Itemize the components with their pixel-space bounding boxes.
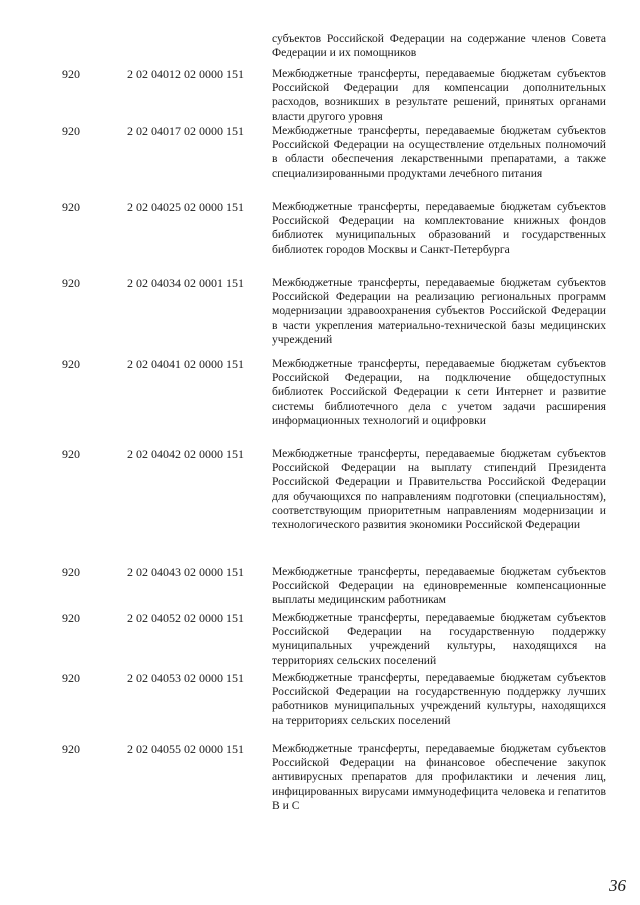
continuation-text: субъектов Российской Федерации на содержание членов Совета Федерации и их помощников (272, 32, 606, 60)
row-description: Межбюджетные трансферты, передаваемые бюджетам субъектов Российской Федерации на государственную поддержку муниципальных учреждений культуры, находящихся на территориях сельских поселений (272, 611, 606, 667)
admin-code: 920 (62, 742, 80, 756)
admin-code: 920 (62, 447, 80, 461)
budget-classification-code: 2 02 04017 02 0000 151 (127, 124, 244, 138)
budget-classification-code: 2 02 04052 02 0000 151 (127, 611, 244, 625)
admin-code: 920 (62, 200, 80, 214)
row-description: Межбюджетные трансферты, передаваемые бюджетам субъектов Российской Федерации на выплату стипендий Президента Российской Федерации и Правительства Российской Федерации для обучающихся по направлениям подготовки (специальностям), соответствующим приоритетным направлениям модернизации и технологического развития экономики Российской Федерации (272, 447, 606, 532)
row-description: Межбюджетные трансферты, передаваемые бюджетам субъектов Российской Федерации на комплектование книжных фондов библиотек муниципальных образований и государственных библиотек городов Москвы и Санкт-Петербурга (272, 200, 606, 256)
page-number: 36 (609, 876, 626, 895)
admin-code: 920 (62, 276, 80, 290)
row-description: Межбюджетные трансферты, передаваемые бюджетам субъектов Российской Федерации, на подключение общедоступных библиотек Российской Федерации к сети Интернет и развитие системы библиотечного дела с учетом задачи расширения информационных технологий и оцифровки (272, 357, 606, 427)
admin-code: 920 (62, 671, 80, 685)
budget-classification-code: 2 02 04034 02 0001 151 (127, 276, 244, 290)
row-description: Межбюджетные трансферты, передаваемые бюджетам субъектов Российской Федерации для компенсации дополнительных расходов, возникших в результате решений, принятых органами власти другого уровня (272, 67, 606, 123)
row-description: Межбюджетные трансферты, передаваемые бюджетам субъектов Российской Федерации на осуществление отдельных полномочий в области обеспечения лекарственными препаратами, а также специализированными продуктами лечебного питания (272, 124, 606, 180)
row-description: Межбюджетные трансферты, передаваемые бюджетам субъектов Российской Федерации на реализацию региональных программ модернизации здравоохранения субъектов Российской Федерации в части укрепления материально-технической базы медицинских учреждений (272, 276, 606, 346)
admin-code: 920 (62, 611, 80, 625)
admin-code: 920 (62, 565, 80, 579)
budget-classification-code: 2 02 04053 02 0000 151 (127, 671, 244, 685)
row-description: Межбюджетные трансферты, передаваемые бюджетам субъектов Российской Федерации на финансовое обеспечение закупок антивирусных препаратов для профилактики и лечения лиц, инфицированных вирусами иммунодефицита человека и гепатитов В и С (272, 742, 606, 812)
budget-classification-code: 2 02 04043 02 0000 151 (127, 565, 244, 579)
budget-classification-code: 2 02 04025 02 0000 151 (127, 200, 244, 214)
budget-classification-code: 2 02 04042 02 0000 151 (127, 447, 244, 461)
admin-code: 920 (62, 124, 80, 138)
budget-classification-code: 2 02 04012 02 0000 151 (127, 67, 244, 81)
admin-code: 920 (62, 357, 80, 371)
row-description: Межбюджетные трансферты, передаваемые бюджетам субъектов Российской Федерации на единовременные компенсационные выплаты медицинским работникам (272, 565, 606, 607)
budget-classification-code: 2 02 04055 02 0000 151 (127, 742, 244, 756)
admin-code: 920 (62, 67, 80, 81)
row-description: Межбюджетные трансферты, передаваемые бюджетам субъектов Российской Федерации на государственную поддержку лучших работников муниципальных учреждений культуры, находящихся на территориях сельских поселений (272, 671, 606, 727)
budget-classification-code: 2 02 04041 02 0000 151 (127, 357, 244, 371)
